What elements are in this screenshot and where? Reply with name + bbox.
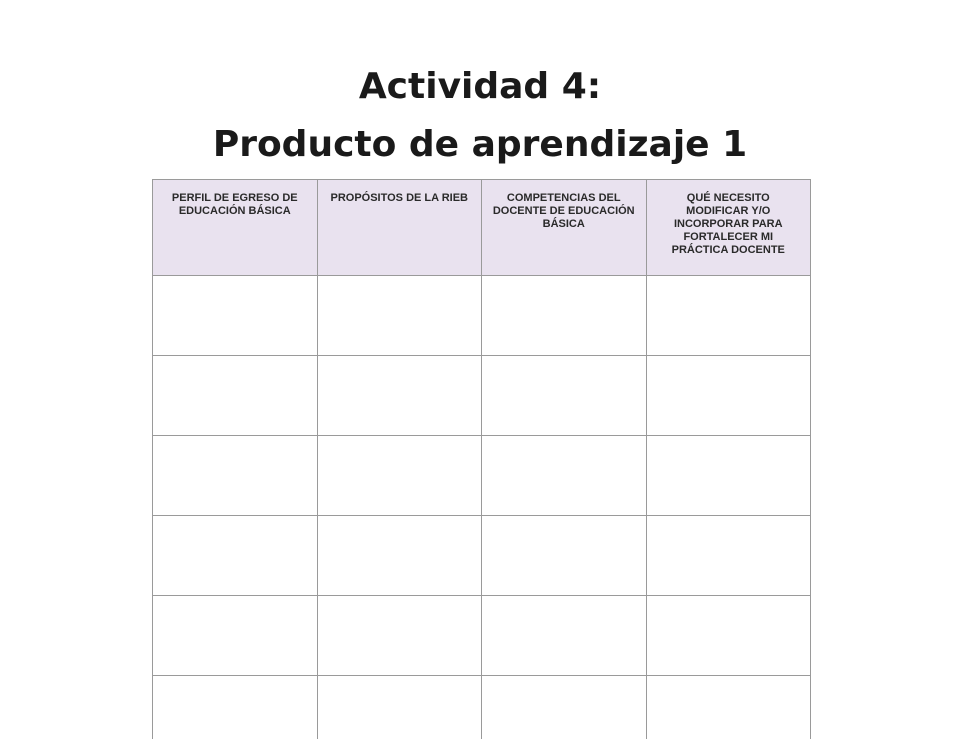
header-que-necesito-modificar: QUÉ NECESITO MODIFICAR Y/O INCORPORAR PARA FORTALECER MI PRÁCTICA DOCENTE [646, 180, 811, 276]
table-container [152, 179, 812, 739]
table-row [153, 436, 811, 516]
table-cell [646, 516, 811, 596]
table-cell [482, 356, 647, 436]
table-cell [482, 516, 647, 596]
table-cell [317, 436, 482, 516]
table-cell [317, 676, 482, 739]
table-cell [646, 276, 811, 356]
slide-title [0, 58, 960, 174]
table-cell [646, 676, 811, 739]
title-line-1: Actividad 4: [0, 58, 960, 116]
table-cell [646, 436, 811, 516]
table-cell [646, 596, 811, 676]
table-cell [482, 436, 647, 516]
table-cell [317, 596, 482, 676]
header-perfil-egreso: PERFIL DE EGRESO DE EDUCACIÓN BÁSICA [153, 180, 318, 276]
table-row [153, 596, 811, 676]
table-cell [153, 676, 318, 739]
table-cell [317, 516, 482, 596]
table-header-row [153, 180, 811, 276]
table-cell [646, 356, 811, 436]
table-row [153, 516, 811, 596]
table-cell [317, 356, 482, 436]
title-line-2: Producto de aprendizaje 1 [0, 116, 960, 174]
table-row [153, 676, 811, 739]
table-cell [482, 676, 647, 739]
table-cell [153, 596, 318, 676]
header-propositos-rieb: PROPÓSITOS DE LA RIEB [317, 180, 482, 276]
table-cell [482, 276, 647, 356]
learning-product-table [152, 179, 811, 739]
table-cell [153, 356, 318, 436]
table-cell [317, 276, 482, 356]
table-cell [482, 596, 647, 676]
table-cell [153, 516, 318, 596]
table-row [153, 276, 811, 356]
header-competencias-docente: COMPETENCIAS DEL DOCENTE DE EDUCACIÓN BÁSICA [482, 180, 647, 276]
table-cell [153, 276, 318, 356]
table-row [153, 356, 811, 436]
table-cell [153, 436, 318, 516]
